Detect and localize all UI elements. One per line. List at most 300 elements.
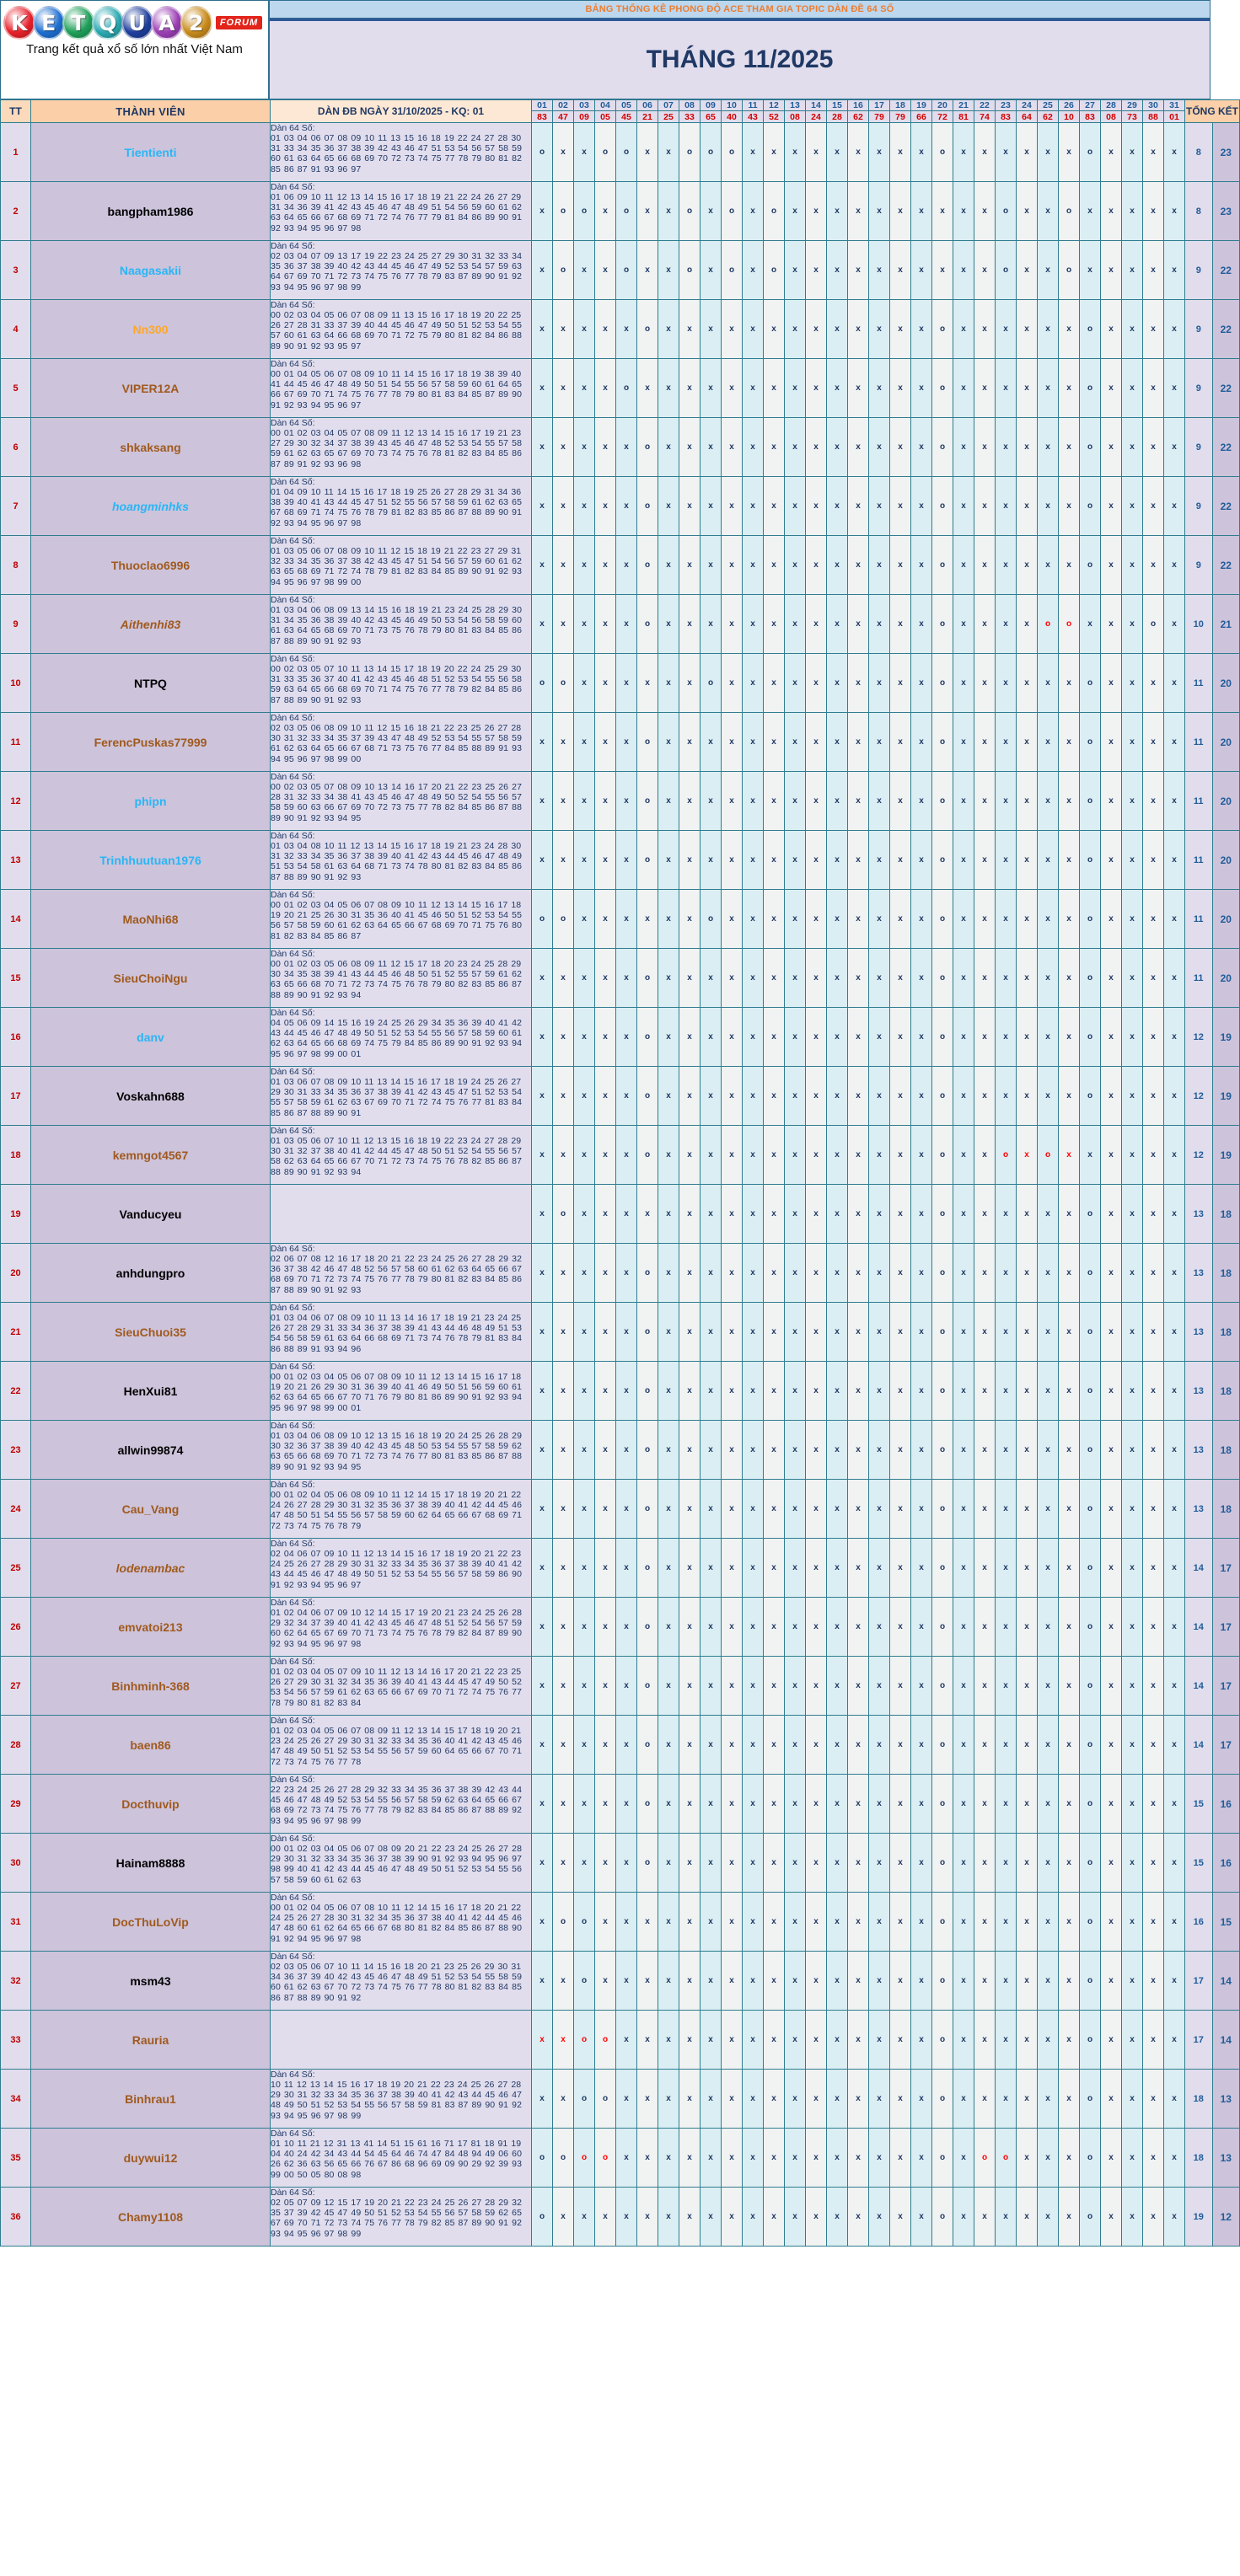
member-name[interactable]: Docthuvip bbox=[31, 1775, 271, 1834]
mark-cell-day-29: x bbox=[1122, 1716, 1143, 1775]
dan-label: Dàn 64 Số: bbox=[271, 890, 315, 900]
mark-cell-day-24: x bbox=[1017, 536, 1038, 595]
mark-cell-day-23: x bbox=[996, 1775, 1017, 1834]
member-name[interactable]: MaoNhi68 bbox=[31, 890, 271, 949]
mark-cell-day-01: x bbox=[532, 182, 553, 241]
table-row bbox=[1, 2129, 1240, 2188]
mark-cell-day-31: x bbox=[1164, 831, 1185, 890]
dan-label: Dàn 64 Số: bbox=[271, 654, 315, 664]
member-name[interactable]: emvatoi213 bbox=[31, 1598, 271, 1657]
member-name[interactable]: duywui12 bbox=[31, 2129, 271, 2188]
mark-cell-day-22: x bbox=[974, 772, 996, 831]
row-index: 20 bbox=[1, 1244, 31, 1303]
row-index: 9 bbox=[1, 595, 31, 654]
mark-cell-day-09: x bbox=[701, 536, 722, 595]
dan-numbers: 00 01 02 03 04 05 06 07 08 09 10 11 12 13 14 15 16 17 18 19 20 21 25 26 30 31 35 36 40 41 45 46 50 51 52 53 54 55 56 57 58 59 60 61 62 63 64 65 66 67 68 69 70 71 75 76 80 81 82 83 84 85 86 87 bbox=[271, 900, 523, 941]
mark-cell-day-26: x bbox=[1059, 654, 1080, 713]
mark-cell-day-01: x bbox=[532, 1834, 553, 1893]
mark-cell-day-17: x bbox=[869, 772, 890, 831]
mark-cell-day-04: x bbox=[595, 300, 616, 359]
mark-cell-day-27: x bbox=[1080, 595, 1101, 654]
mark-cell-day-17: x bbox=[869, 1775, 890, 1834]
mark-cell-day-09: x bbox=[701, 2070, 722, 2129]
dan-numbers: 01 02 03 04 05 07 09 10 11 12 13 14 16 17 20 21 22 23 25 26 27 29 30 31 32 34 35 36 39 40 41 43 44 45 47 49 50 52 53 54 56 57 59 61 62 63 65 66 67 69 70 71 72 74 75 76 77 78 79 80 81 82 83 84 bbox=[271, 1667, 523, 1708]
total-score: 19 bbox=[1212, 1008, 1240, 1067]
mark-cell-day-02: x bbox=[553, 123, 574, 182]
mark-cell-day-15: x bbox=[827, 1185, 848, 1244]
mark-cell-day-05: x bbox=[616, 1657, 637, 1716]
member-name[interactable]: Vanducyeu bbox=[31, 1185, 271, 1244]
mark-cell-day-17: x bbox=[869, 241, 890, 300]
mark-cell-day-23: x bbox=[996, 1185, 1017, 1244]
mark-cell-day-29: x bbox=[1122, 949, 1143, 1008]
mark-cell-day-14: x bbox=[806, 1244, 827, 1303]
mark-cell-day-15: x bbox=[827, 1539, 848, 1598]
mark-cell-day-15: x bbox=[827, 713, 848, 772]
mark-cell-day-30: x bbox=[1143, 1716, 1164, 1775]
mark-cell-day-11: x bbox=[743, 595, 764, 654]
mark-cell-day-23: x bbox=[996, 300, 1017, 359]
mark-cell-day-21: x bbox=[953, 831, 974, 890]
mark-cell-day-09: x bbox=[701, 2188, 722, 2247]
member-name[interactable]: lodenambac bbox=[31, 1539, 271, 1598]
mark-cell-day-03: x bbox=[574, 1303, 595, 1362]
mark-cell-day-10: x bbox=[722, 477, 743, 536]
mark-cell-day-24: x bbox=[1017, 890, 1038, 949]
mark-cell-day-05: x bbox=[616, 1185, 637, 1244]
member-name[interactable]: SieuChoiNgu bbox=[31, 949, 271, 1008]
mark-cell-day-05: x bbox=[616, 418, 637, 477]
day-header-24: 24 bbox=[1017, 100, 1038, 111]
mark-cell-day-07: x bbox=[658, 1008, 679, 1067]
mark-cell-day-18: x bbox=[890, 2011, 911, 2070]
member-name[interactable]: HenXui81 bbox=[31, 1362, 271, 1421]
mark-cell-day-24: x bbox=[1017, 1008, 1038, 1067]
mark-cell-day-24: x bbox=[1017, 595, 1038, 654]
mark-cell-day-28: x bbox=[1101, 2070, 1122, 2129]
mark-cell-day-30: x bbox=[1143, 1834, 1164, 1893]
mark-cell-day-10: x bbox=[722, 1008, 743, 1067]
hits-count: 11 bbox=[1185, 890, 1213, 949]
mark-cell-day-28: x bbox=[1101, 1480, 1122, 1539]
mark-cell-day-09: o bbox=[701, 890, 722, 949]
member-name[interactable]: DocThuLoVip bbox=[31, 1893, 271, 1952]
mark-cell-day-20: o bbox=[932, 1716, 953, 1775]
member-name[interactable]: kemngot4567 bbox=[31, 1126, 271, 1185]
mark-cell-day-22: x bbox=[974, 890, 996, 949]
mark-cell-day-07: x bbox=[658, 123, 679, 182]
result-header-01: 83 bbox=[532, 111, 553, 123]
mark-cell-day-12: x bbox=[764, 1185, 785, 1244]
mark-cell-day-26: x bbox=[1059, 536, 1080, 595]
member-name[interactable]: Voskahn688 bbox=[31, 1067, 271, 1126]
mark-cell-day-25: x bbox=[1038, 241, 1059, 300]
mark-cell-day-29: x bbox=[1122, 1067, 1143, 1126]
member-name[interactable]: Trinhhuutuan1976 bbox=[31, 831, 271, 890]
mark-cell-day-26: x bbox=[1059, 2070, 1080, 2129]
table-row bbox=[1, 1008, 1240, 1067]
mark-cell-day-30: x bbox=[1143, 300, 1164, 359]
mark-cell-day-06: o bbox=[637, 418, 658, 477]
mark-cell-day-18: x bbox=[890, 1303, 911, 1362]
mark-cell-day-27: o bbox=[1080, 2188, 1101, 2247]
mark-cell-day-02: x bbox=[553, 1303, 574, 1362]
mark-cell-day-26: x bbox=[1059, 713, 1080, 772]
mark-cell-day-28: x bbox=[1101, 1775, 1122, 1834]
mark-cell-day-15: x bbox=[827, 1598, 848, 1657]
total-score: 22 bbox=[1212, 418, 1240, 477]
mark-cell-day-24: x bbox=[1017, 1834, 1038, 1893]
hits-count: 10 bbox=[1185, 595, 1213, 654]
mark-cell-day-16: x bbox=[848, 713, 869, 772]
mark-cell-day-31: x bbox=[1164, 1303, 1185, 1362]
mark-cell-day-27: x bbox=[1080, 1126, 1101, 1185]
mark-cell-day-24: x bbox=[1017, 1598, 1038, 1657]
mark-cell-day-08: x bbox=[679, 1185, 701, 1244]
mark-cell-day-06: x bbox=[637, 182, 658, 241]
mark-cell-day-10: x bbox=[722, 1834, 743, 1893]
mark-cell-day-19: x bbox=[911, 1657, 932, 1716]
table-row bbox=[1, 1598, 1240, 1657]
mark-cell-day-12: x bbox=[764, 890, 785, 949]
mark-cell-day-16: x bbox=[848, 831, 869, 890]
stats-table bbox=[0, 99, 1240, 2247]
mark-cell-day-30: o bbox=[1143, 595, 1164, 654]
mark-cell-day-14: x bbox=[806, 1126, 827, 1185]
dan-numbers-cell bbox=[271, 1480, 532, 1539]
mark-cell-day-23: x bbox=[996, 1598, 1017, 1657]
member-name[interactable]: allwin99874 bbox=[31, 1421, 271, 1480]
mark-cell-day-12: x bbox=[764, 1067, 785, 1126]
mark-cell-day-23: x bbox=[996, 536, 1017, 595]
mark-cell-day-01: x bbox=[532, 1008, 553, 1067]
member-name[interactable]: anhdungpro bbox=[31, 1244, 271, 1303]
mark-cell-day-07: x bbox=[658, 2070, 679, 2129]
mark-cell-day-28: x bbox=[1101, 1126, 1122, 1185]
mark-cell-day-09: x bbox=[701, 1480, 722, 1539]
mark-cell-day-22: x bbox=[974, 2070, 996, 2129]
member-name[interactable]: Chamy1108 bbox=[31, 2188, 271, 2247]
day-header-13: 13 bbox=[785, 100, 806, 111]
dan-numbers: 01 03 04 06 08 09 10 12 13 15 16 18 19 20 24 25 26 28 29 30 32 36 37 38 39 40 42 43 45 48 50 53 54 55 57 58 59 62 63 65 66 68 69 70 71 72 73 74 76 77 80 81 83 85 86 87 88 89 90 91 92 93 94 95 bbox=[271, 1431, 523, 1472]
mark-cell-day-21: x bbox=[953, 1421, 974, 1480]
mark-cell-day-11: x bbox=[743, 2070, 764, 2129]
mark-cell-day-01: o bbox=[532, 890, 553, 949]
mark-cell-day-14: x bbox=[806, 890, 827, 949]
mark-cell-day-10: x bbox=[722, 772, 743, 831]
mark-cell-day-12: x bbox=[764, 1303, 785, 1362]
mark-cell-day-30: x bbox=[1143, 1126, 1164, 1185]
row-index: 10 bbox=[1, 654, 31, 713]
mark-cell-day-27: o bbox=[1080, 1539, 1101, 1598]
mark-cell-day-23: x bbox=[996, 1539, 1017, 1598]
mark-cell-day-06: o bbox=[637, 1716, 658, 1775]
member-name[interactable]: NTPQ bbox=[31, 654, 271, 713]
mark-cell-day-13: x bbox=[785, 418, 806, 477]
total-score: 20 bbox=[1212, 654, 1240, 713]
mark-cell-day-13: x bbox=[785, 536, 806, 595]
hits-count: 9 bbox=[1185, 536, 1213, 595]
mark-cell-day-26: x bbox=[1059, 1716, 1080, 1775]
mark-cell-day-01: x bbox=[532, 300, 553, 359]
member-name[interactable]: Hainam8888 bbox=[31, 1834, 271, 1893]
mark-cell-day-20: x bbox=[932, 241, 953, 300]
dan-numbers: 00 01 02 03 05 06 08 09 11 12 15 17 18 20 23 24 25 28 29 30 34 35 38 39 41 43 44 45 46 48 50 51 52 55 57 59 61 62 63 65 66 68 70 71 72 73 74 75 76 78 79 80 82 83 85 86 87 88 89 90 91 92 93 94 bbox=[271, 959, 523, 1000]
mark-cell-day-24: x bbox=[1017, 241, 1038, 300]
dan-numbers-cell bbox=[271, 182, 532, 241]
mark-cell-day-14: x bbox=[806, 1008, 827, 1067]
hits-count: 14 bbox=[1185, 1657, 1213, 1716]
mark-cell-day-02: o bbox=[553, 1185, 574, 1244]
mark-cell-day-13: x bbox=[785, 2070, 806, 2129]
mark-cell-day-15: x bbox=[827, 1126, 848, 1185]
mark-cell-day-04: o bbox=[595, 2011, 616, 2070]
mark-cell-day-30: x bbox=[1143, 713, 1164, 772]
mark-cell-day-12: x bbox=[764, 1244, 785, 1303]
dan-label: Dàn 64 Số: bbox=[271, 300, 315, 310]
mark-cell-day-31: x bbox=[1164, 1008, 1185, 1067]
mark-cell-day-09: x bbox=[701, 1362, 722, 1421]
dan-label: Dàn 64 Số: bbox=[271, 1008, 315, 1018]
mark-cell-day-16: x bbox=[848, 418, 869, 477]
mark-cell-day-19: x bbox=[911, 1008, 932, 1067]
member-name[interactable]: baen86 bbox=[31, 1716, 271, 1775]
member-name[interactable]: Aithenhi83 bbox=[31, 595, 271, 654]
dan-numbers: 01 03 04 08 10 11 12 13 14 15 16 17 18 19 21 23 24 28 30 31 32 33 34 35 36 37 38 39 40 41 42 43 44 45 46 47 48 49 51 53 54 58 61 63 64 68 71 73 74 78 80 81 82 83 84 85 86 87 88 89 90 91 92 93 bbox=[271, 841, 523, 882]
mark-cell-day-27: o bbox=[1080, 1421, 1101, 1480]
member-name[interactable]: Thuoclao6996 bbox=[31, 536, 271, 595]
total-score: 17 bbox=[1212, 1716, 1240, 1775]
dan-label: Dàn 64 Số: bbox=[271, 123, 315, 133]
logo-letter-e: E bbox=[33, 6, 65, 40]
mark-cell-day-13: x bbox=[785, 1539, 806, 1598]
day-header-28: 28 bbox=[1101, 100, 1122, 111]
mark-cell-day-04: x bbox=[595, 1126, 616, 1185]
mark-cell-day-18: x bbox=[890, 1480, 911, 1539]
logo-letter-t: T bbox=[62, 6, 94, 40]
mark-cell-day-30: x bbox=[1143, 1952, 1164, 2011]
mark-cell-day-02: x bbox=[553, 1775, 574, 1834]
mark-cell-day-07: x bbox=[658, 1657, 679, 1716]
mark-cell-day-20: o bbox=[932, 536, 953, 595]
member-name[interactable]: FerencPuskas77999 bbox=[31, 713, 271, 772]
mark-cell-day-19: x bbox=[911, 772, 932, 831]
mark-cell-day-31: x bbox=[1164, 890, 1185, 949]
mark-cell-day-20: o bbox=[932, 1539, 953, 1598]
total-score: 12 bbox=[1212, 2188, 1240, 2247]
mark-cell-day-05: o bbox=[616, 241, 637, 300]
mark-cell-day-17: x bbox=[869, 713, 890, 772]
result-header-25: 62 bbox=[1038, 111, 1059, 123]
day-header-11: 11 bbox=[743, 100, 764, 111]
result-header-24: 64 bbox=[1017, 111, 1038, 123]
mark-cell-day-29: x bbox=[1122, 713, 1143, 772]
mark-cell-day-26: x bbox=[1059, 1421, 1080, 1480]
mark-cell-day-14: x bbox=[806, 1657, 827, 1716]
mark-cell-day-22: x bbox=[974, 1303, 996, 1362]
mark-cell-day-19: x bbox=[911, 536, 932, 595]
mark-cell-day-23: x bbox=[996, 1244, 1017, 1303]
total-score: 15 bbox=[1212, 1893, 1240, 1952]
mark-cell-day-18: x bbox=[890, 1244, 911, 1303]
mark-cell-day-02: x bbox=[553, 713, 574, 772]
mark-cell-day-28: x bbox=[1101, 713, 1122, 772]
mark-cell-day-05: x bbox=[616, 1952, 637, 2011]
mark-cell-day-10: x bbox=[722, 1657, 743, 1716]
mark-cell-day-05: x bbox=[616, 831, 637, 890]
mark-cell-day-16: x bbox=[848, 1067, 869, 1126]
mark-cell-day-04: x bbox=[595, 1185, 616, 1244]
member-name[interactable]: bangpham1986 bbox=[31, 182, 271, 241]
mark-cell-day-17: x bbox=[869, 182, 890, 241]
mark-cell-day-30: x bbox=[1143, 1598, 1164, 1657]
table-row bbox=[1, 536, 1240, 595]
mark-cell-day-06: o bbox=[637, 1834, 658, 1893]
mark-cell-day-25: x bbox=[1038, 654, 1059, 713]
member-name[interactable]: Binhrau1 bbox=[31, 2070, 271, 2129]
mark-cell-day-16: x bbox=[848, 1244, 869, 1303]
mark-cell-day-02: x bbox=[553, 1362, 574, 1421]
mark-cell-day-06: x bbox=[637, 123, 658, 182]
member-name[interactable]: Tientienti bbox=[31, 123, 271, 182]
mark-cell-day-02: o bbox=[553, 182, 574, 241]
hits-count: 17 bbox=[1185, 2011, 1213, 2070]
member-name[interactable]: danv bbox=[31, 1008, 271, 1067]
mark-cell-day-06: x bbox=[637, 1893, 658, 1952]
mark-cell-day-01: x bbox=[532, 2011, 553, 2070]
mark-cell-day-05: x bbox=[616, 2070, 637, 2129]
mark-cell-day-31: x bbox=[1164, 536, 1185, 595]
mark-cell-day-04: x bbox=[595, 1657, 616, 1716]
member-name[interactable]: shkaksang bbox=[31, 418, 271, 477]
mark-cell-day-22: x bbox=[974, 1126, 996, 1185]
mark-cell-day-17: x bbox=[869, 1952, 890, 2011]
mark-cell-day-22: x bbox=[974, 949, 996, 1008]
mark-cell-day-16: x bbox=[848, 1421, 869, 1480]
member-name[interactable]: SieuChuoi35 bbox=[31, 1303, 271, 1362]
member-name[interactable]: Nn300 bbox=[31, 300, 271, 359]
mark-cell-day-14: x bbox=[806, 595, 827, 654]
mark-cell-day-06: x bbox=[637, 359, 658, 418]
mark-cell-day-11: x bbox=[743, 1775, 764, 1834]
mark-cell-day-28: x bbox=[1101, 890, 1122, 949]
mark-cell-day-23: x bbox=[996, 1008, 1017, 1067]
table-row bbox=[1, 2188, 1240, 2247]
mark-cell-day-28: x bbox=[1101, 1598, 1122, 1657]
mark-cell-day-13: x bbox=[785, 772, 806, 831]
mark-cell-day-17: x bbox=[869, 1421, 890, 1480]
result-header-20: 72 bbox=[932, 111, 953, 123]
mark-cell-day-04: x bbox=[595, 1362, 616, 1421]
mark-cell-day-17: x bbox=[869, 831, 890, 890]
mark-cell-day-27: o bbox=[1080, 831, 1101, 890]
member-name[interactable]: Binhminh-368 bbox=[31, 1657, 271, 1716]
result-header-29: 73 bbox=[1122, 111, 1143, 123]
mark-cell-day-30: x bbox=[1143, 890, 1164, 949]
mark-cell-day-05: x bbox=[616, 890, 637, 949]
table-row bbox=[1, 1893, 1240, 1952]
mark-cell-day-21: x bbox=[953, 418, 974, 477]
mark-cell-day-11: x bbox=[743, 1598, 764, 1657]
mark-cell-day-03: x bbox=[574, 536, 595, 595]
mark-cell-day-20: o bbox=[932, 1952, 953, 2011]
mark-cell-day-19: x bbox=[911, 654, 932, 713]
mark-cell-day-14: x bbox=[806, 1952, 827, 2011]
hits-count: 12 bbox=[1185, 1067, 1213, 1126]
mark-cell-day-14: x bbox=[806, 418, 827, 477]
mark-cell-day-25: x bbox=[1038, 1008, 1059, 1067]
mark-cell-day-14: x bbox=[806, 1834, 827, 1893]
row-index: 28 bbox=[1, 1716, 31, 1775]
member-name[interactable]: Naagasakii bbox=[31, 241, 271, 300]
mark-cell-day-02: x bbox=[553, 1244, 574, 1303]
mark-cell-day-24: x bbox=[1017, 359, 1038, 418]
result-header-11: 43 bbox=[743, 111, 764, 123]
row-index: 32 bbox=[1, 1952, 31, 2011]
mark-cell-day-08: x bbox=[679, 1008, 701, 1067]
mark-cell-day-30: x bbox=[1143, 2070, 1164, 2129]
mark-cell-day-25: x bbox=[1038, 1716, 1059, 1775]
mark-cell-day-19: x bbox=[911, 182, 932, 241]
mark-cell-day-17: x bbox=[869, 1893, 890, 1952]
mark-cell-day-21: x bbox=[953, 1598, 974, 1657]
mark-cell-day-31: x bbox=[1164, 949, 1185, 1008]
mark-cell-day-12: x bbox=[764, 1539, 785, 1598]
mark-cell-day-03: x bbox=[574, 1539, 595, 1598]
mark-cell-day-15: x bbox=[827, 1480, 848, 1539]
dan-numbers-cell bbox=[271, 2129, 532, 2188]
mark-cell-day-26: x bbox=[1059, 1185, 1080, 1244]
mark-cell-day-12: x bbox=[764, 2129, 785, 2188]
mark-cell-day-15: x bbox=[827, 182, 848, 241]
mark-cell-day-12: x bbox=[764, 772, 785, 831]
member-name[interactable]: hoangminhks bbox=[31, 477, 271, 536]
dan-label: Dàn 64 Số: bbox=[271, 2070, 315, 2080]
mark-cell-day-03: o bbox=[574, 1952, 595, 2011]
mark-cell-day-31: x bbox=[1164, 123, 1185, 182]
mark-cell-day-07: x bbox=[658, 418, 679, 477]
mark-cell-day-16: x bbox=[848, 1834, 869, 1893]
mark-cell-day-19: x bbox=[911, 418, 932, 477]
mark-cell-day-09: x bbox=[701, 1539, 722, 1598]
mark-cell-day-25: x bbox=[1038, 1185, 1059, 1244]
row-index: 25 bbox=[1, 1539, 31, 1598]
mark-cell-day-10: x bbox=[722, 1067, 743, 1126]
member-name[interactable]: VIPER12A bbox=[31, 359, 271, 418]
mark-cell-day-31: x bbox=[1164, 1126, 1185, 1185]
dan-numbers: 01 03 04 06 07 08 09 10 11 13 15 16 18 19 22 24 27 28 30 31 33 34 35 36 37 38 39 42 43 46 47 51 53 54 56 57 58 59 60 61 63 64 65 66 68 69 70 72 73 74 75 77 78 79 80 81 82 85 86 87 91 93 96 97 bbox=[271, 133, 523, 174]
member-name[interactable]: phipn bbox=[31, 772, 271, 831]
hits-count: 11 bbox=[1185, 654, 1213, 713]
mark-cell-day-30: x bbox=[1143, 123, 1164, 182]
day-header-20: 20 bbox=[932, 100, 953, 111]
mark-cell-day-03: x bbox=[574, 1008, 595, 1067]
mark-cell-day-21: x bbox=[953, 1008, 974, 1067]
mark-cell-day-26: x bbox=[1059, 1244, 1080, 1303]
logo-letter-k: K bbox=[3, 6, 35, 40]
mark-cell-day-19: x bbox=[911, 359, 932, 418]
member-name[interactable]: Cau_Vang bbox=[31, 1480, 271, 1539]
member-name[interactable]: Rauria bbox=[31, 2011, 271, 2070]
mark-cell-day-09: x bbox=[701, 949, 722, 1008]
mark-cell-day-28: x bbox=[1101, 595, 1122, 654]
mark-cell-day-09: x bbox=[701, 359, 722, 418]
mark-cell-day-28: x bbox=[1101, 1244, 1122, 1303]
row-index: 14 bbox=[1, 890, 31, 949]
mark-cell-day-18: x bbox=[890, 1952, 911, 2011]
member-name[interactable]: msm43 bbox=[31, 1952, 271, 2011]
mark-cell-day-05: x bbox=[616, 2188, 637, 2247]
